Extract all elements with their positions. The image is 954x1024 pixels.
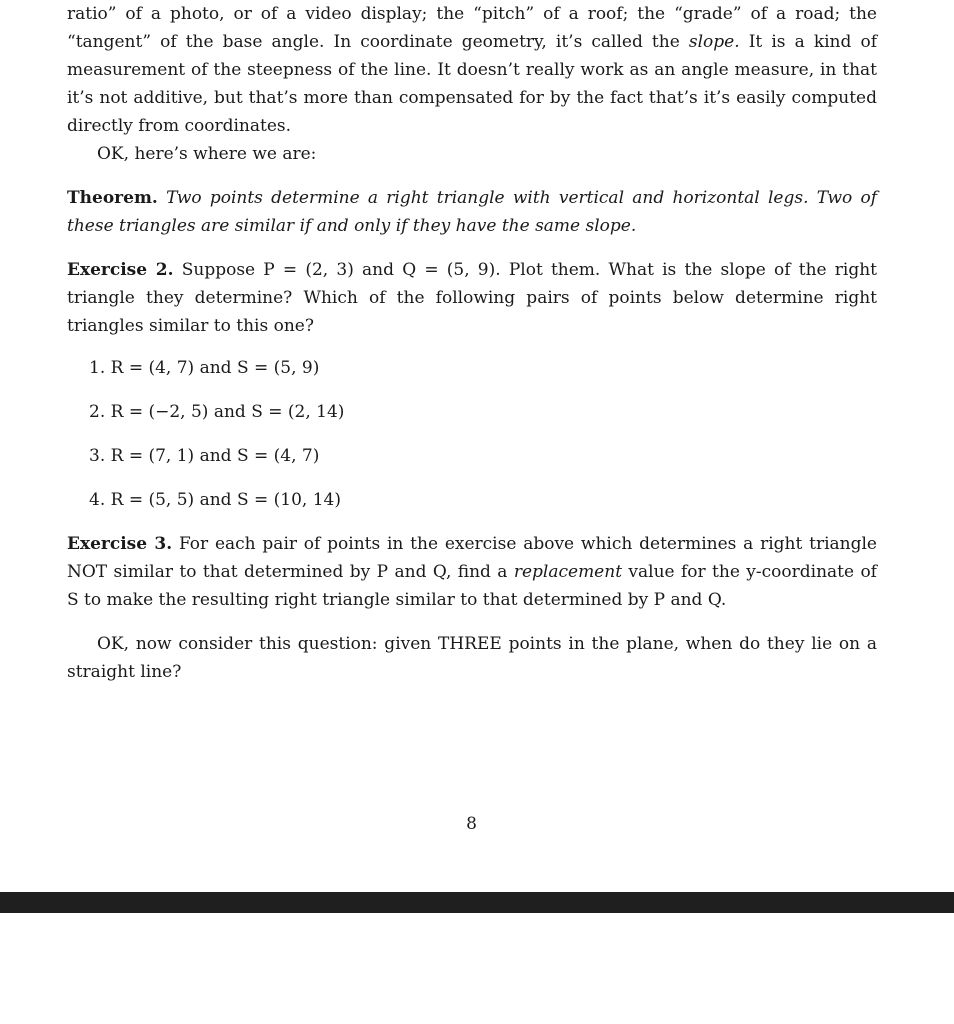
exercise-3-text-1: For each pair of points in the exercise above which determines a right triangle NOT similar to that determined by P and Q, find a [67,534,877,582]
ok-paragraph: OK, here’s where we are: [97,144,317,164]
slope-term: slope. [688,32,740,52]
exercise-2-paragraph [67,256,877,340]
intro-text-2: It is a kind of measurement of the steepness of the line. It doesn’t really work as an angle measure, in that it’s not additive, but that’s more than compensated for by the fact that’s it’s easily computed directly from coordinates. [67,32,877,136]
intro-paragraph [67,0,877,140]
exercise-3-paragraph [67,530,877,614]
page-number: 8 [466,814,477,834]
intro-text-1: ratio” of a photo, or of a video display; the “pitch” of a roof; the “grade” of a road; the “tangent” of the base angle. In coordinate geometry, it’s called the [67,4,877,52]
exercise-2-text: Suppose P = (2, 3) and Q = (5, 9). Plot them. What is the slope of the right triangle they determine? Which of the following pairs of points below determine right triangles similar to this one? [67,260,877,336]
list-item: 2. R = (−2, 5) and S = (2, 14) [89,402,345,422]
replacement-term: replacement [513,562,623,582]
list-item: 4. R = (5, 5) and S = (10, 14) [89,490,341,510]
exercise-3-label: Exercise 3. [67,534,173,554]
closing-paragraph: OK, now consider this question: given THREE points in the plane, when do they lie on a straight line? [67,634,877,682]
theorem-text: Two points determine a right triangle with vertical and horizontal legs. Two of these triangles are similar if and only if they have the same slope. [67,188,878,236]
viewer-bottom-bar [0,892,954,913]
document-page [67,0,877,686]
exercise-3-text-2: value for the y-coordinate of S to make the resulting right triangle similar to that determined by P and Q. [67,562,877,610]
exercise-2-label: Exercise 2. [67,260,174,280]
theorem-label: Theorem. [67,188,158,208]
list-item: 1. R = (4, 7) and S = (5, 9) [89,358,320,378]
exercise-2-list [67,354,877,514]
theorem-paragraph [67,184,877,240]
list-item: 3. R = (7, 1) and S = (4, 7) [89,446,320,466]
